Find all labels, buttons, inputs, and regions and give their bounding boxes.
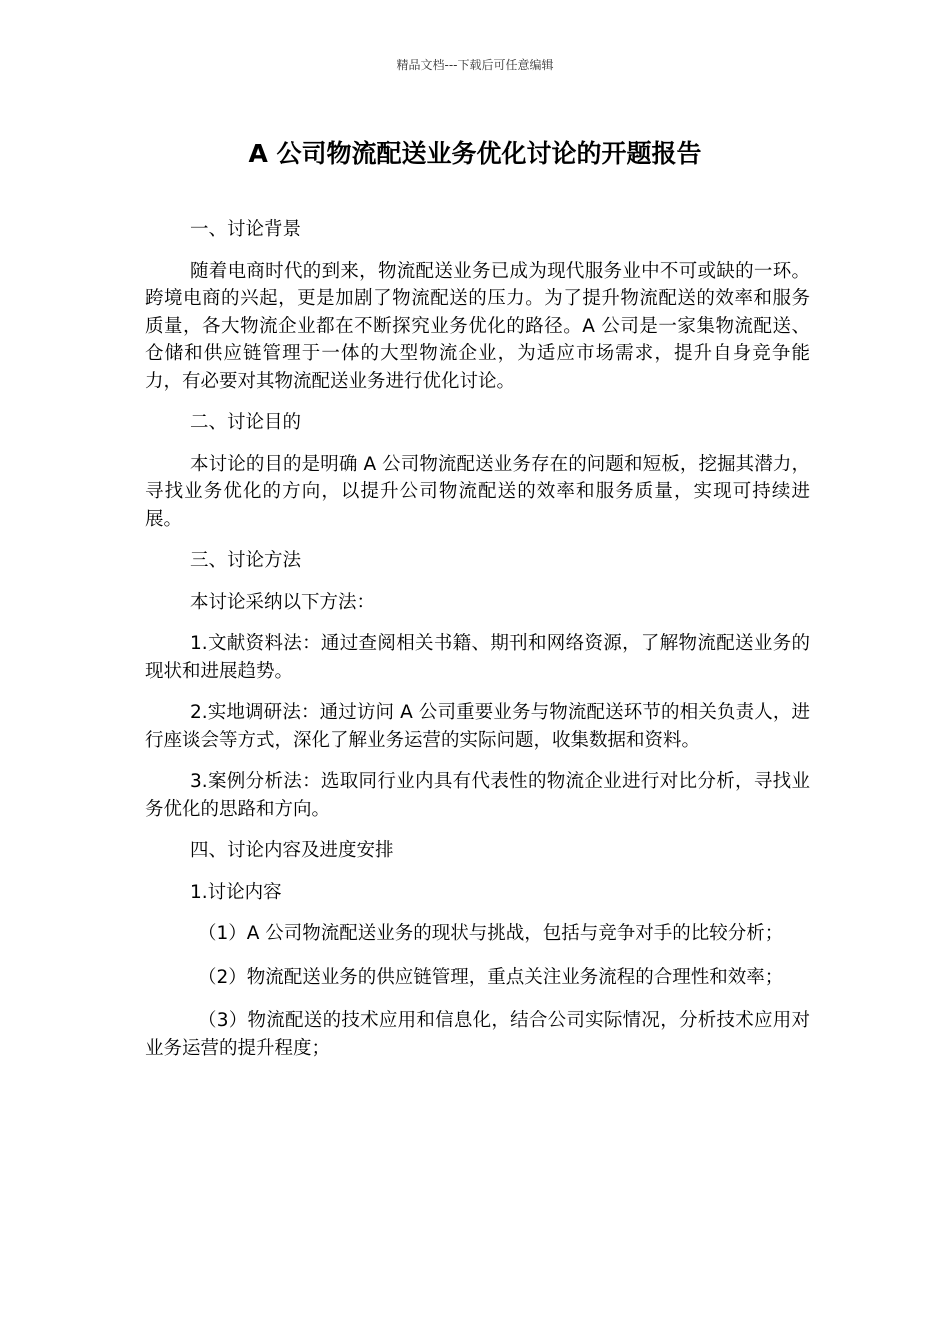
document-body [145, 216, 810, 1078]
section-heading-content-schedule: 四、讨论内容及进度安排 [190, 840, 394, 861]
content-item-3: （3）物流配送的技术应用和信息化，结合公司实际情况，分析技术应用对业务运营的提升程度； [145, 1010, 810, 1059]
method-item-case-analysis: 3.案例分析法：选取同行业内具有代表性的物流企业进行对比分析，寻找业务优化的思路和方向。 [145, 771, 810, 820]
section-heading-background: 一、讨论背景 [190, 219, 302, 240]
paragraph-methods-intro: 本讨论采纳以下方法： [190, 591, 376, 613]
method-item-field-research: 2.实地调研法：通过访问 A 公司重要业务与物流配送环节的相关负责人，进行座谈会等方式，深化了解业务运营的实际问题，收集数据和资料。 [145, 702, 810, 751]
section-heading-methods: 三、讨论方法 [190, 550, 302, 571]
paragraph-purpose: 本讨论的目的是明确 A 公司物流配送业务存在的问题和短板，挖掘其潜力，寻找业务优化的方向，以提升公司物流配送的效率和服务质量，实现可持续进展。 [145, 453, 810, 530]
document-title: A 公司物流配送业务优化讨论的开题报告 [248, 139, 702, 168]
method-item-literature: 1.文献资料法：通过查阅相关书籍、期刊和网络资源，了解物流配送业务的现状和进展趋势。 [145, 633, 810, 682]
section-heading-purpose: 二、讨论目的 [190, 412, 302, 433]
content-item-1: （1）A 公司物流配送业务的现状与挑战，包括与竞争对手的比较分析； [198, 923, 784, 944]
subheading-content: 1.讨论内容 [190, 881, 282, 903]
page-header: 精品文档---下载后可任意编辑 [396, 58, 554, 72]
paragraph-background: 随着电商时代的到来，物流配送业务已成为现代服务业中不可或缺的一环。跨境电商的兴起，更是加剧了物流配送的压力。为了提升物流配送的效率和服务质量，各大物流企业都在不断探究业务优化的路径。A 公司是一家集物流配送、仓储和供应链管理于一体的大型物流企业，为适应市场需求，提升自身竞争能力，有必要对其物流配送业务进行优化讨论。 [145, 260, 810, 392]
content-item-2: （2）物流配送业务的供应链管理，重点关注业务流程的合理性和效率； [198, 966, 784, 988]
